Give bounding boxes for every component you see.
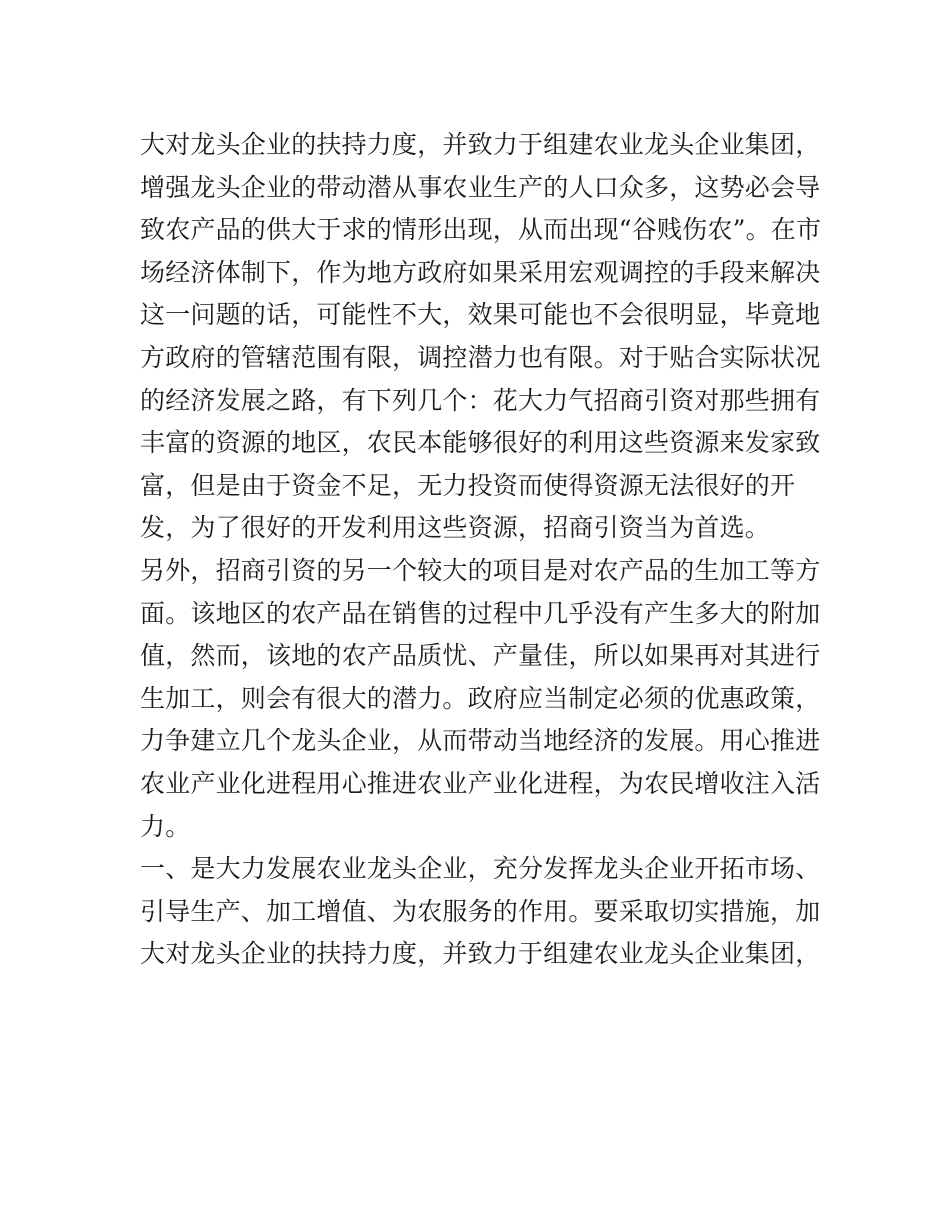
text-line-11: 另外，招商引资的另一个较大的项目是对农产品的生加工等方 (140, 555, 821, 585)
text-line-13: 值，然而，该地的农产品质忧、产量佳，所以如果再对其进行 (140, 641, 821, 671)
text-line-3: 致农产品的供大于求的情形出现，从而出现“谷贱伤农”。在市 (140, 215, 822, 245)
text-line-9: 富，但是由于资金不足，无力投资而使得资源无法很好的开 (140, 470, 796, 500)
text-line-10: 发，为了很好的开发利用这些资源，招商引资当为首选。 (140, 513, 771, 543)
text-line-19: 引导生产、加工增值、为农服务的作用。要采取切实措施，加 (140, 896, 821, 926)
text-line-15: 力争建立几个龙头企业，从而带动当地经济的发展。用心推进 (140, 726, 821, 756)
text-line-4: 场经济体制下，作为地方政府如果采用宏观调控的手段来解决 (140, 257, 821, 287)
text-line-2: 增强龙头企业的带动潜从事农业生产的人口众多，这势必会导 (140, 172, 821, 202)
text-line-17: 力。 (140, 811, 191, 841)
text-line-8: 丰富的资源的地区，农民本能够很好的利用这些资源来发家致 (140, 428, 821, 458)
text-line-1: 大对龙头企业的扶持力度，并致力于组建农业龙头企业集团， (140, 130, 821, 159)
text-line-16: 农业产业化进程用心推进农业产业化进程，为农民增收注入活 (140, 768, 821, 798)
text-line-12: 面。该地区的农产品在销售的过程中几乎没有产生多大的附加 (140, 598, 821, 628)
text-line-14: 生加工，则会有很大的潜力。政府应当制定必须的优惠政策， (140, 683, 821, 713)
text-line-5: 这一问题的话，可能性不大，效果可能也不会很明显，毕竟地 (140, 300, 821, 330)
text-line-18: 一、是大力发展农业龙头企业，充分发挥龙头企业开拓市场、 (140, 854, 821, 884)
text-line-20: 大对龙头企业的扶持力度，并致力于组建农业龙头企业集团， (140, 939, 821, 969)
document-body (140, 124, 820, 976)
text-line-7: 的经济发展之路，有下列几个：花大力气招商引资对那些拥有 (140, 385, 821, 415)
text-line-6: 方政府的管辖范围有限，调控潜力也有限。对于贴合实际状况 (140, 342, 821, 372)
